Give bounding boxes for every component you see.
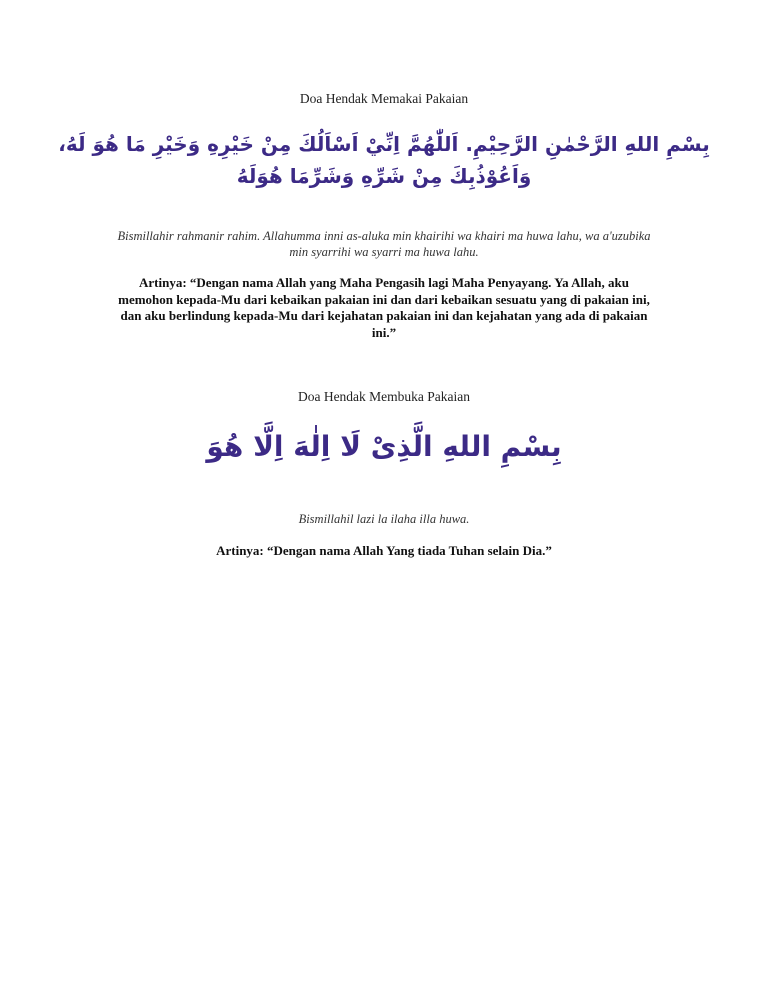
- section1-transliteration: Bismillahir rahmanir rahim. Allahumma inni as-aluka min khairihi wa khairi ma huwa lahu, wa a'uzubika min syarrihi wa syarri ma huwa lahu.: [117, 229, 651, 259]
- section1-meaning: Artinya: “Dengan nama Allah yang Maha Pengasih lagi Maha Penyayang. Ya Allah, aku memohon kepada-Mu dari kebaikan pakaian ini dan dari kebaikan sesuatu yang di pakaian ini, dan aku berlindung kepada-Mu dari kejahatan pakaian ini dan kejahatan yang ada di pakaian ini.”: [118, 275, 650, 340]
- section1-arabic-calligraphy: [0, 128, 768, 192]
- section1-arabic-line1: بِسْمِ اللهِ الرَّحْمٰنِ الرَّحِيْمِ. اَللّٰهُمَّ اِنِّيْ اَسْاَلُكَ مِنْ خَيْرِهِ وَخَيْرِ مَا هُوَ لَهُ،: [58, 132, 710, 156]
- section2-meaning: Artinya: “Dengan nama Allah Yang tiada Tuhan selain Dia.”: [216, 543, 552, 558]
- section2-arabic-line1: بِسْمِ اللهِ الَّذِىْ لَا اِلٰهَ اِلَّا هُوَ: [206, 430, 562, 463]
- section2-title: Doa Hendak Membuka Pakaian: [297, 389, 471, 404]
- section1-arabic-line2: وَاَعُوْذُبِكَ مِنْ شَرِّهِ وَشَرِّمَا هُوَلَهُ: [236, 164, 532, 188]
- section2-transliteration: Bismillahil lazi la ilaha illa huwa.: [298, 512, 470, 526]
- section2-arabic-calligraphy: [0, 424, 768, 470]
- section1-title: Doa Hendak Memakai Pakaian: [299, 91, 469, 106]
